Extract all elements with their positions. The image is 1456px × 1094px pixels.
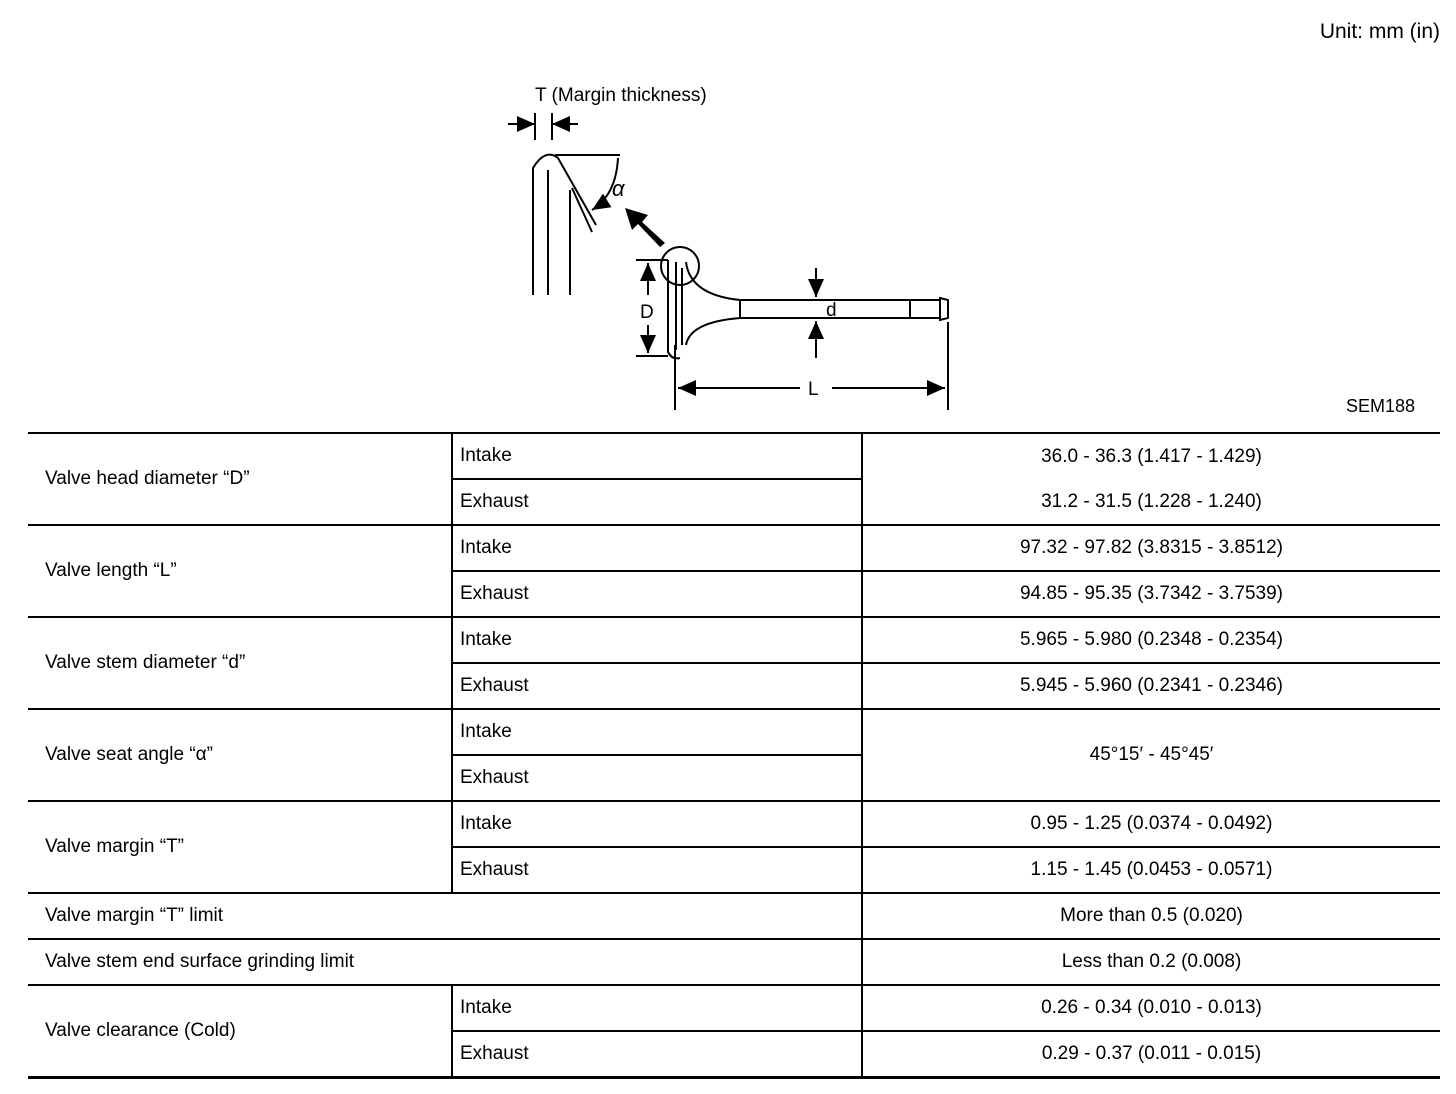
spec-value: 0.29 - 0.37 (0.011 - 0.015) — [1041, 1043, 1262, 1064]
table-row — [28, 709, 1440, 755]
spec-value: 5.945 - 5.960 (0.2341 - 0.2346) — [1019, 675, 1284, 696]
valve-length-label: L — [808, 379, 819, 400]
sub-label: Intake — [452, 985, 862, 1031]
sub-label: Intake — [452, 525, 862, 571]
stem-diameter-label: d — [826, 300, 837, 321]
spec-value: 97.32 - 97.82 (3.8315 - 3.8512) — [862, 525, 1440, 571]
sub-label: Exhaust — [452, 755, 862, 801]
table-row — [28, 801, 1440, 847]
sub-label: Intake — [452, 709, 862, 755]
head-diameter-label: D — [640, 302, 654, 323]
item-label: Valve head diameter “D” — [45, 468, 250, 489]
sub-label: Exhaust — [452, 1031, 862, 1078]
spec-value: 0.95 - 1.25 (0.0374 - 0.0492) — [862, 801, 1440, 847]
spec-value: 45°15′ - 45°45′ — [1089, 744, 1214, 765]
spec-value: 5.965 - 5.980 (0.2348 - 0.2354) — [862, 617, 1440, 663]
table-row — [28, 985, 1440, 1031]
spec-value: Less than 0.2 (0.008) — [1061, 951, 1242, 972]
item-label: Valve clearance (Cold) — [45, 1020, 236, 1041]
sub-label: Intake — [452, 801, 862, 847]
sub-label: Exhaust — [452, 479, 862, 525]
item-label: Valve stem diameter “d” — [45, 652, 246, 673]
seat-angle-label: α — [612, 176, 625, 201]
sub-label: Intake — [452, 617, 862, 663]
spec-value: 94.85 - 95.35 (3.7342 - 3.7539) — [1019, 583, 1284, 604]
table-row — [28, 893, 1440, 939]
sub-label: Exhaust — [452, 847, 862, 893]
sub-label: Exhaust — [452, 571, 862, 617]
spec-value: More than 0.5 (0.020) — [1060, 905, 1243, 926]
valve-spec-table — [28, 432, 1440, 1079]
enlarged-valve-edge — [533, 155, 620, 295]
figure-code: SEM188 — [1346, 396, 1416, 416]
spec-value: 0.26 - 0.34 (0.010 - 0.013) — [862, 985, 1440, 1031]
valve-outline — [668, 260, 948, 358]
spec-value: 1.15 - 1.45 (0.0453 - 0.0571) — [1030, 859, 1273, 880]
item-label: Valve margin “T” — [45, 836, 185, 857]
spec-value: 31.2 - 31.5 (1.228 - 1.240) — [1041, 490, 1262, 512]
table-row — [28, 525, 1440, 571]
item-label: Valve length “L” — [45, 560, 177, 581]
sub-label: Exhaust — [452, 663, 862, 709]
margin-thickness-dimension — [508, 113, 578, 140]
table-row — [28, 939, 1440, 985]
margin-thickness-label: T (Margin thickness) — [535, 85, 707, 106]
spec-value: 36.0 - 36.3 (1.417 - 1.429) — [1041, 445, 1262, 467]
unit-label: Unit: mm (in) — [1319, 20, 1440, 43]
item-label: Valve seat angle “α” — [45, 744, 213, 765]
valve-diagram — [0, 0, 1456, 420]
detail-pointer-arrow — [625, 208, 665, 247]
table-row — [28, 433, 1440, 479]
item-label: Valve stem end surface grinding limit — [28, 939, 862, 985]
table-row — [28, 617, 1440, 663]
item-label: Valve margin “T” limit — [28, 893, 862, 939]
sub-label: Intake — [452, 433, 862, 479]
